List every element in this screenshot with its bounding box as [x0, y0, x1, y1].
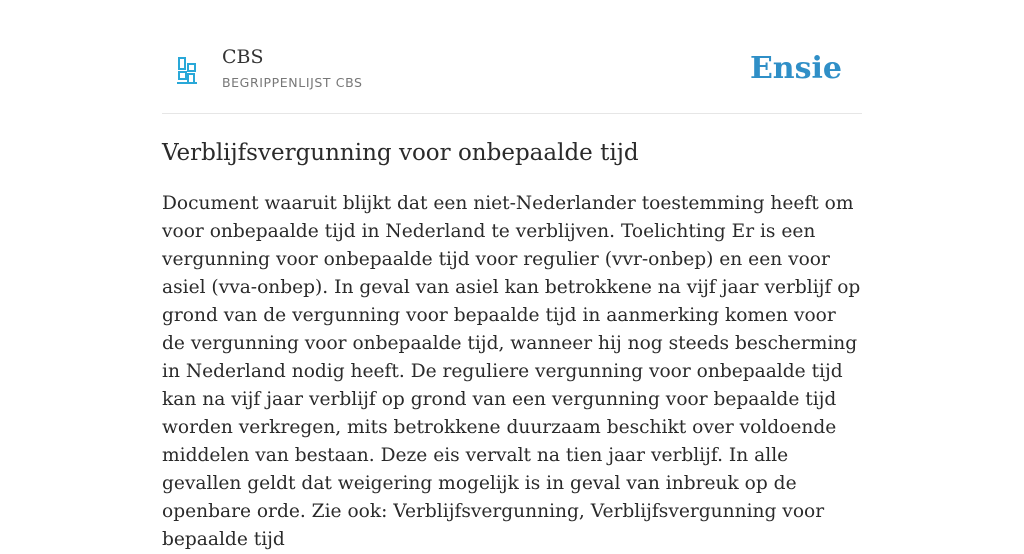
cbs-logo-icon[interactable] [176, 56, 198, 86]
organization-name[interactable]: CBS [222, 46, 264, 68]
term-definition: Document waaruit blijkt dat een niet-Nederlander toestemming heeft om voor onbepaalde tijd in Nederland te verblijven. Toelichting Er is een vergunning voor onbepaalde tijd voor regulier (vvr-onbep) en een voor asiel (vva-onbep). In geval van asiel kan betrokkene na vijf jaar verblijf op grond van de vergunning voor bepaalde tijd in aanmerking komen voor de vergunning voor onbepaalde tijd, wanneer hij nog steeds bescherming in Nederland nodig heeft. De reguliere vergunning voor onbepaalde tijd kan na vijf jaar verblijf op grond van een vergunning voor bepaalde tijd worden verkregen, mits betrokkene duurzaam beschikt over voldoende middelen van bestaan. Deze eis vervalt na tien jaar verblijf. In alle gevallen geldt dat weigering mogelijk is in geval van inbreuk op de openbare orde. Zie ook: Verblijfsvergunning, Verblijfsvergunning voor bepaalde tijd [162, 193, 861, 550]
ensie-brand-logo[interactable]: Ensie [749, 51, 842, 86]
header [162, 0, 862, 114]
page-container [162, 0, 862, 550]
glossary-subtitle[interactable]: BEGRIPPENLIJST CBS [222, 75, 363, 90]
term-title: Verblijfsvergunning voor onbepaalde tijd [162, 140, 639, 166]
